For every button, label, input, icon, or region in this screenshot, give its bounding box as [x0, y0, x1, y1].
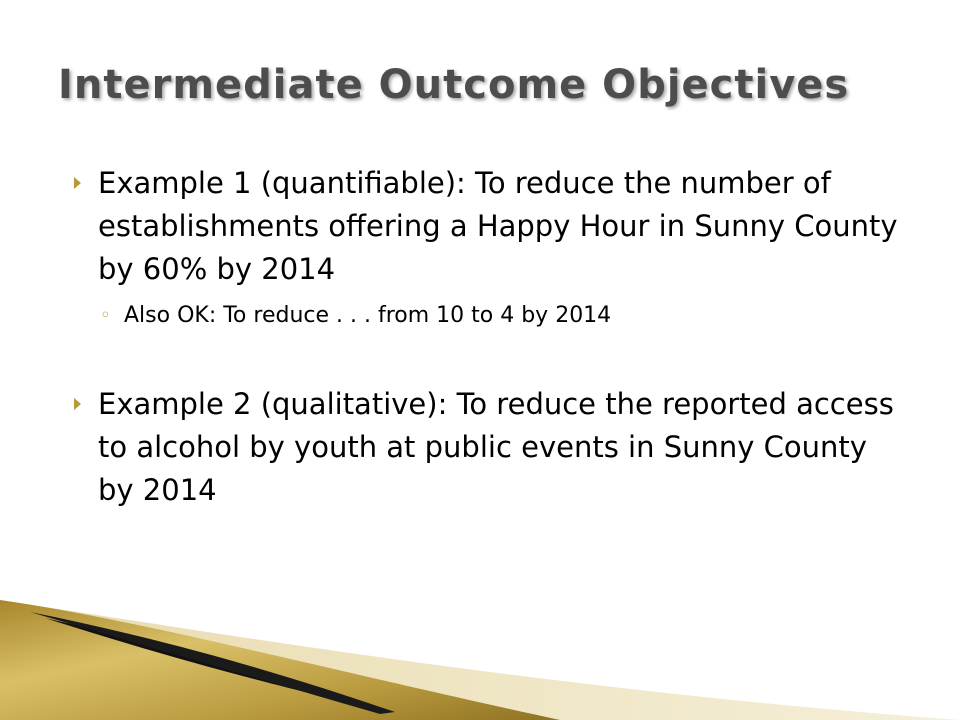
- sub-bullet-text: Also OK: To reduce . . . from 10 to 4 by 2014: [124, 303, 612, 328]
- slide-title: Intermediate Outcome Objectives: [58, 62, 850, 108]
- bullet-text: Example 2 (qualitative): To reduce the reported access to alcohol by youth at public events in Sunny County by 2014: [98, 387, 894, 507]
- bullet-text: Example 1 (quantifiable): To reduce the number of establishments offering a Happy Hour in Sunny County by 60% by 2014: [98, 166, 898, 286]
- circle-bullet-icon: ◦: [100, 305, 111, 326]
